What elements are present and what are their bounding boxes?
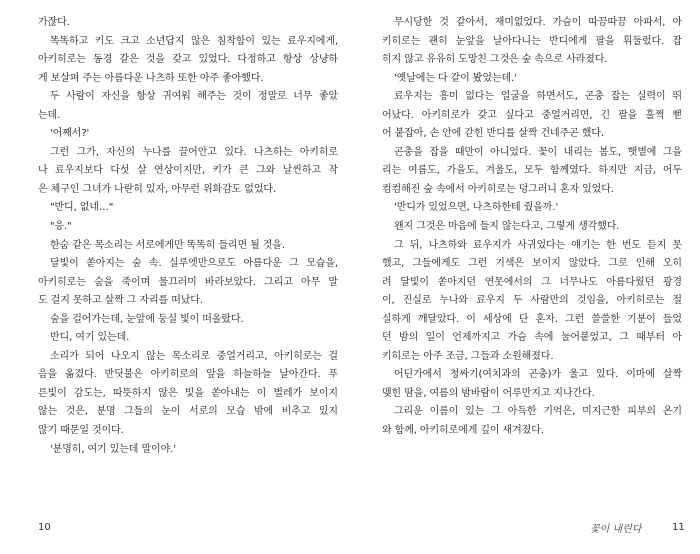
text-line: 맺힌 땀을, 여름의 밤바람이 어루만지고 지나간다. (382, 387, 595, 399)
text-line: 똑똑하고 키도 크고 소년답지 않은 침착함이 있는 료우지에게, (50, 35, 338, 47)
right-page (382, 14, 682, 441)
page-number-left: 10 (38, 522, 51, 533)
text-line: 키히로는 아주 조금, 그들과 소원해졌다. (382, 350, 554, 362)
text-line: 키히로는 괜히 눈앞을 날아다니는 반디에게 팔을 휘둘렀다. 잡 (382, 35, 682, 47)
text-line: 도 걸지 못하고 살짝 그 자리를 떠났다. (38, 295, 203, 307)
running-title: 꽃이 내린다 (590, 524, 642, 535)
text-line: 않는 것은, 분명 그들의 눈이 서로의 모습 밖에 비추고 있지 (38, 406, 338, 418)
text-line: 던 밤의 일이 언제까지고 가슴 속에 눌어붙었고, 그 때부터 아 (382, 332, 682, 344)
text-line: 은 체구인 그녀가 나란히 있자, 아무런 위화감도 없었다. (38, 183, 277, 195)
text-line: 이, 진실로 누나와 료우지 두 사람만의 것임을, 아키히로는 절 (382, 295, 682, 307)
text-line: 어딘가에서 청싸기(여치과의 곤충)가 울고 있다. 이마에 살짝 (394, 369, 682, 381)
text-line: 어났다. 아키히로가 갖고 싶다고 중얼거리면, 긴 팔을 훌쩍 뻗 (382, 109, 682, 121)
left-page (38, 14, 338, 459)
text-line: 왠지 그것은 마음에 들지 않는다고, 그렇게 생각했다. (394, 221, 620, 233)
text-line: 아키히로는 숨을 죽이며 물끄러미 바라보았다. 그리고 아무 말 (38, 276, 338, 288)
text-line: 어 붙잡아, 손 안에 갇힌 반디를 살짝 건네주곤 했다. (382, 128, 604, 140)
text-line: 실하게 깨달았다. 이 세상에 단 혼자. 그런 쓸쓸한 기분이 들었 (382, 313, 682, 325)
page-number-right: 11 (672, 522, 685, 533)
text-line: 않기 때문일 것이다. (38, 425, 124, 437)
text-line: '옛날에는 다 같이 봤었는데.' (394, 72, 517, 84)
text-line: 는데. (38, 109, 61, 121)
text-line: 른빛이 감도는, 따뜻하지 않은 빛을 쏟아내는 이 벌레가 보이지 (38, 387, 338, 399)
text-line: '분명히, 여기 있는데 말이야.' (50, 443, 176, 455)
text-line: 료우지는 흥미 없다는 얼굴을 하면서도, 곤충 잡는 실력이 뛰 (394, 91, 682, 103)
text-line: 컴컴해진 숲 속에서 아키히로는 덩그러니 혼자 있었다. (382, 183, 614, 195)
text-line: 두 사람이 자신을 항상 귀여워 해주는 것이 정말로 너무 좋았 (50, 91, 338, 103)
text-line: 와 함께, 아키히로에게 깊이 새겨졌다. (382, 425, 544, 437)
text-line: 숲을 걸어가는데, 눈앞에 둥실 빛이 떠올랐다. (50, 313, 244, 325)
text-line: 그리운 이름이 있는 그 아득한 기억은, 미지근한 피부의 온기 (394, 406, 682, 418)
text-line: 곤충을 잡을 때만이 아니었다. 꽃이 내리는 봄도, 햇볕에 그을 (394, 146, 682, 158)
text-line: 했고, 그들에게도 그런 기색은 보이지 않았다. 그로 인해 오히 (382, 258, 682, 270)
text-line: 무시당한 것 같아서, 재미없었다. 가슴이 따끔따끔 아파서, 아 (394, 17, 682, 28)
text-line: 히지 않고 유유히 도망친 그것은 숲 속으로 사라졌다. (382, 54, 608, 66)
text-line: 반디, 여기 있는데. (50, 332, 130, 344)
text-line: 음을 옮겼다. 반딧불은 아키히로의 앞을 하늘하늘 날아간다. 푸 (38, 369, 338, 381)
text-line: 그 뒤, 나츠하와 료우지가 사귀었다는 얘기는 한 번도 듣지 못 (394, 239, 682, 251)
text-line: '어째서?' (50, 128, 90, 140)
text-line: 게 보살펴 주는 아름다운 나츠하 또한 아주 좋아했다. (38, 72, 264, 84)
text-line: 달빛이 쏟아지는 숲 속. 실루엣만으로도 아름다운 그 모습을, (50, 258, 338, 270)
text-line: 려 달빛이 쏟아지던 연못에서의 그 너무나도 아름다웠던 광경 (382, 276, 682, 288)
text-line: 그런 그가, 자신의 누나를 끌어안고 있다. 나츠하는 아키히로 (50, 146, 338, 158)
text-line: 소리가 되어 나오지 않는 목소리로 중얼거리고, 아키히로는 걸 (50, 350, 338, 362)
text-line: "응." (50, 221, 72, 233)
text-line: '반디가 있었으면, 나츠하한테 줬을까.' (394, 202, 559, 214)
text-line: 나 료우지보다 다섯 살 연상이지만, 키가 큰 그와 날씬하고 작 (38, 165, 338, 177)
text-line: 리는 여름도, 가을도, 겨울도, 모두 함께였다. 하지만 지금, 어두 (382, 165, 682, 177)
text-line: "반디, 없네…" (50, 202, 114, 214)
text-line: 한숨 같은 목소리는 서로에게만 똑똑히 들리면 될 것을. (50, 239, 285, 251)
text-line: 아키히로는 동경 같은 것을 갖고 있었다. 다정하고 항상 상냥하 (38, 54, 338, 66)
text-line: 가잖다. (38, 17, 70, 28)
